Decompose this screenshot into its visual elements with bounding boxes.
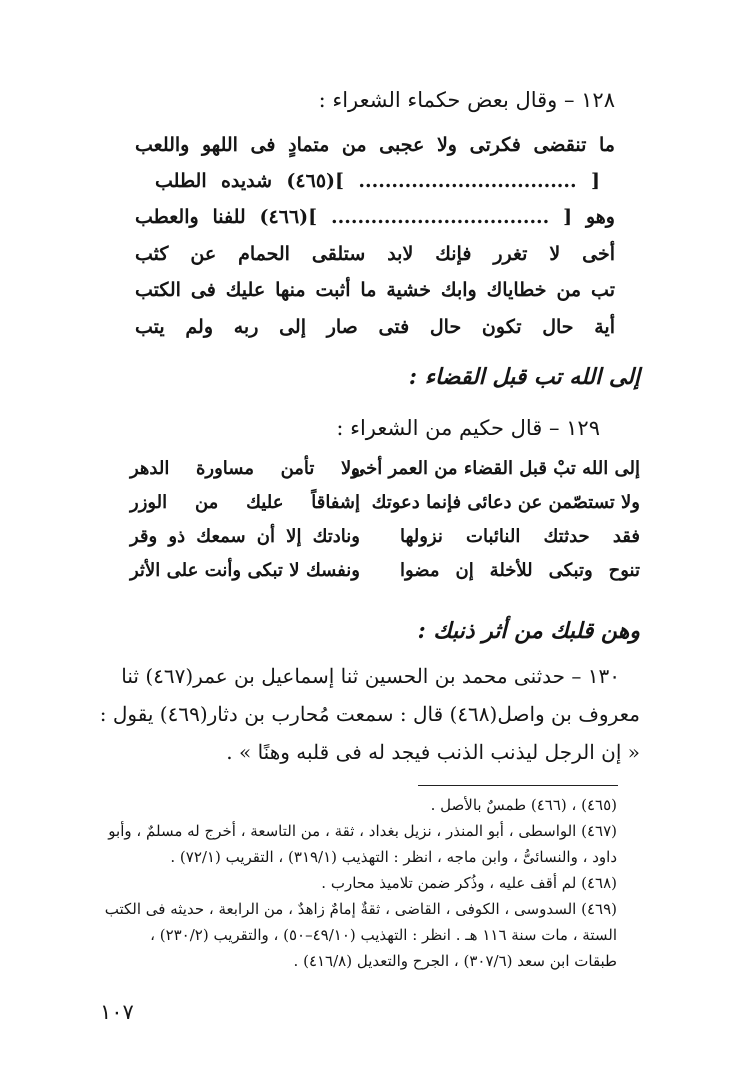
verse-hemistich: تنوح وتبكى للأخلة إن مضوا xyxy=(400,560,640,581)
footnote-line: (٤٦٩) السدوسى ، الكوفى ، القاضى ، ثقةٌ إمامٌ زاهدٌ ، من الرابعة ، حديثه فى الكتب xyxy=(104,900,617,918)
verse-line: [ ................................. ](٤٦٥) شديده الطلب xyxy=(155,170,600,192)
verse-line: أية حال تكون حال فتى صار إلى ربه ولم يتب xyxy=(135,316,615,338)
section-130-line: معروف بن واصل(٤٦٨) قال : سمعت مُحارب بن دثار(٤٦٩) يقول : xyxy=(99,702,640,726)
verse-line: وهو [ ................................. ](٤٦٦) للفنا والعطب xyxy=(135,206,615,228)
section-130-line: ١٣٠ – حدثنى محمد بن الحسين ثنا إسماعيل بن عمر(٤٦٧) ثنا xyxy=(121,664,620,688)
page-number: ١٠٧ xyxy=(100,1000,134,1024)
verse-hemistich: ونادتك إلا أن سمعك ذو وقر xyxy=(130,526,360,547)
footnote-line: (٤٦٧) الواسطى ، أبو المنذر ، نزيل بغداد ، ثقة ، من التاسعة ، أخرج له مسلمٌ ، وأبو xyxy=(108,822,617,840)
verse-line: ما تنقضى فكرتى ولا عجبى من متمادٍ فى اللهو واللعب xyxy=(135,134,615,156)
section-129-heading: ١٢٩ – قال حكيم من الشعراء : xyxy=(336,416,600,440)
verse-hemistich: إلى الله تبْ قبل القضاء من العمر أخى xyxy=(351,458,640,479)
sub-heading-repent: إلى الله تب قبل القضاء : xyxy=(408,364,640,390)
verse-hemistich: ولا تأمن مساورة الدهر xyxy=(130,458,360,479)
verse-hemistich: فقد حدثتك النائبات نزولها xyxy=(400,526,640,547)
footnote-line: طبقات ابن سعد (٣٠٧/٦) ، الجرح والتعديل (٤١٦/٨) . xyxy=(293,952,617,970)
footnote-line: الستة ، مات سنة ١١٦ هـ . انظر : التهذيب (٤٩/١٠–٥٠) ، والتقريب (٢٣٠/٢) ، xyxy=(150,926,617,944)
footnote-line: (٤٦٥) ، (٤٦٦) طمسٌ بالأصل . xyxy=(430,796,617,814)
verse-line: أخى لا تغرر فإنك لابد ستلقى الحمام عن كثب xyxy=(135,243,615,265)
sub-heading-heart: وهن قلبك من أثر ذنبك : xyxy=(417,618,640,644)
verse-hemistich: ولا تستصّمن عن دعائى فإنما دعوتك xyxy=(371,492,640,513)
footnote-line: داود ، والنسائىُّ ، وابن ماجه ، انظر : التهذيب (٣١٩/١) ، التقريب (٧٢/١) . xyxy=(170,848,617,866)
section-130-line: « إن الرجل ليذنب الذنب فيجد له فى قلبه وهنًا » . xyxy=(226,740,640,764)
poem-right-column xyxy=(351,458,640,594)
verse-line: تب من خطاياك وابك خشية ما أثبت منها عليك فى الكتب xyxy=(135,279,615,301)
footnote-line: (٤٦٨) لم أقف عليه ، وذُكر ضمن تلاميذ محارب . xyxy=(321,874,617,892)
poem-left-column xyxy=(130,458,360,594)
footnote-divider xyxy=(418,785,618,786)
verse-hemistich: ونفسك لا تبكى وأنت على الأثر xyxy=(130,560,360,581)
verse-hemistich: إشفاقاً عليك من الوزر xyxy=(130,492,360,513)
section-128-heading: ١٢٨ – وقال بعض حكماء الشعراء : xyxy=(318,88,615,112)
